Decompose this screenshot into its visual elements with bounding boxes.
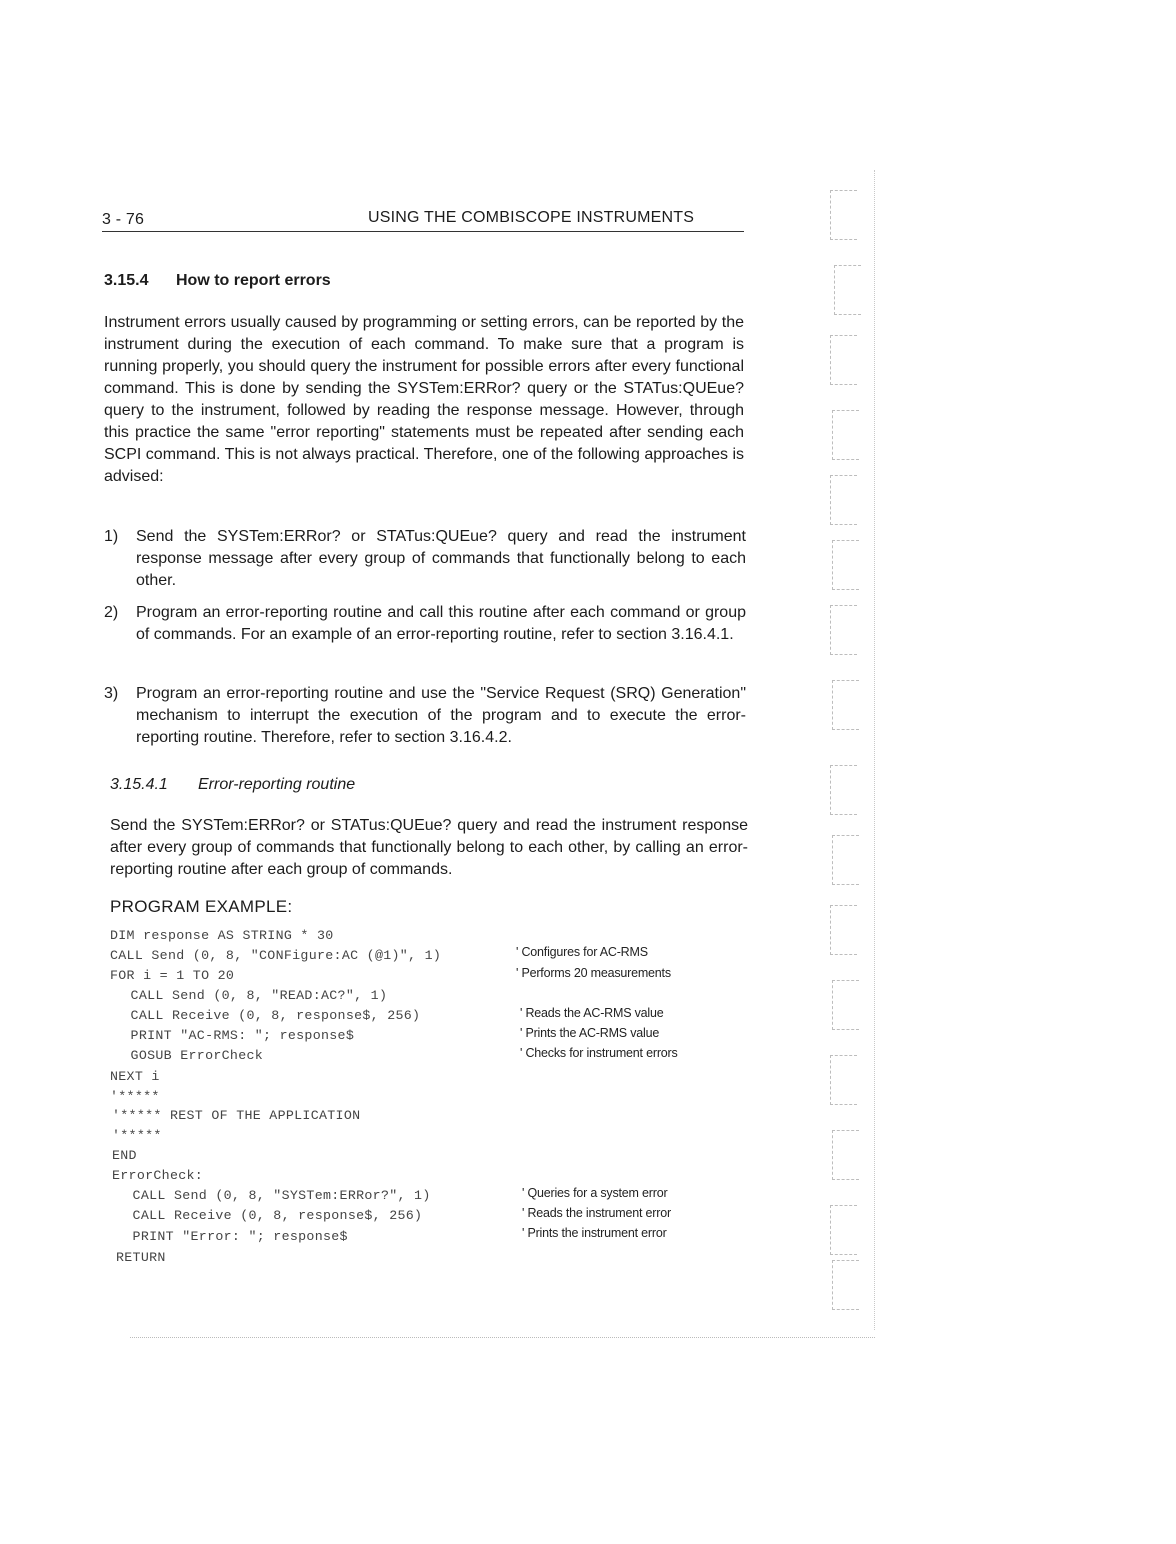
- code-line: RETURN: [116, 1250, 166, 1265]
- bottom-dotted-line: [130, 1337, 875, 1338]
- tab-mark: [830, 335, 857, 385]
- code-line: DIM response AS STRING * 30: [110, 928, 334, 943]
- program-example-label: PROGRAM EXAMPLE:: [110, 897, 293, 916]
- list-item-number: 2): [104, 604, 119, 621]
- tab-mark: [832, 1130, 859, 1180]
- tab-mark: [830, 905, 857, 955]
- tab-mark: [830, 190, 857, 240]
- list-item-text: Program an error-reporting routine and use the "Service Request (SRQ) Generation" mechanism to interrupt the execution of the program and to execute the error-reporting routine. Therefore, refer to section 3.16.4.2.: [136, 685, 746, 746]
- code-comment: ' Checks for instrument errors: [520, 1046, 678, 1060]
- list-item-text: Send the SYSTem:ERRor? or STATus:QUEue? query and read the instrument response message after every group of commands that functionally belong to each other.: [136, 528, 746, 589]
- intro-paragraph: Instrument errors usually caused by programming or setting errors, can be reported by the instrument during the execution of each command. To make sure that a program is running properly, you should query the instrument for possible errors after every functional command. This is done by sending the SYSTem:ERRor? query or the STATus:QUEue? query to the instrument, followed by reading the response message. However, through this practice the same "error reporting" statements must be repeated after sending each SCPI command. This is not always practical. Therefore, one of the following approaches is advised:: [104, 314, 744, 485]
- code-comment: ' Queries for a system error: [522, 1186, 668, 1200]
- section-number: 3.15.4: [104, 272, 149, 289]
- code-line: PRINT "AC-RMS: "; response$: [114, 1028, 355, 1043]
- list-item-text: Program an error-reporting routine and call this routine after each command or group of commands. For an example of an error-reporting routine, refer to section 3.16.4.1.: [136, 604, 746, 643]
- code-line: '***** REST OF THE APPLICATION: [112, 1108, 361, 1123]
- tab-mark: [830, 1205, 857, 1255]
- code-line: CALL Receive (0, 8, response$, 256): [116, 1208, 423, 1223]
- tab-mark: [832, 980, 859, 1030]
- code-line: CALL Send (0, 8, "SYSTem:ERRor?", 1): [116, 1188, 431, 1203]
- code-line: CALL Send (0, 8, "READ:AC?", 1): [114, 988, 388, 1003]
- code-line: CALL Send (0, 8, "CONFigure:AC (@1)", 1): [110, 948, 442, 963]
- code-line: END: [112, 1148, 137, 1163]
- tab-mark: [830, 475, 857, 525]
- section-title: How to report errors: [176, 272, 331, 289]
- code-comment: ' Performs 20 measurements: [516, 966, 671, 980]
- tab-mark: [830, 605, 857, 655]
- subsection-number: 3.15.4.1: [110, 776, 168, 793]
- subsection-title: Error-reporting routine: [198, 776, 356, 793]
- code-comment: ' Configures for AC-RMS: [516, 945, 648, 959]
- code-line: '*****: [112, 1128, 162, 1143]
- header-rule: [102, 231, 744, 232]
- code-comment: ' Reads the AC-RMS value: [520, 1006, 664, 1020]
- code-comment: ' Reads the instrument error: [522, 1206, 671, 1220]
- code-line: GOSUB ErrorCheck: [114, 1048, 264, 1063]
- tab-mark: [832, 540, 859, 590]
- running-title: USING THE COMBISCOPE INSTRUMENTS: [368, 209, 695, 226]
- tab-mark: [830, 765, 857, 815]
- code-line: CALL Receive (0, 8, response$, 256): [114, 1008, 421, 1023]
- tab-mark: [830, 1055, 857, 1105]
- code-line: FOR i = 1 TO 20: [110, 968, 235, 983]
- code-line: ErrorCheck:: [112, 1168, 204, 1183]
- section-heading: [104, 272, 331, 290]
- list-item-number: 1): [104, 528, 119, 545]
- code-comment: ' Prints the instrument error: [522, 1226, 667, 1240]
- code-line: NEXT i: [110, 1069, 160, 1084]
- page-edge-line: [874, 170, 875, 1330]
- tab-mark: [832, 835, 859, 885]
- page-number: 3 - 76: [102, 211, 145, 228]
- list-item-number: 3): [104, 685, 119, 702]
- code-line: '*****: [110, 1089, 160, 1104]
- tab-mark: [832, 410, 859, 460]
- code-comment: ' Prints the AC-RMS value: [520, 1026, 660, 1040]
- subsection-paragraph: Send the SYSTem:ERRor? or STATus:QUEue? query and read the instrument response after every group of commands that functionally belong to each other, by calling an error-reporting routine after each group of commands.: [110, 817, 748, 878]
- tab-mark: [834, 265, 861, 315]
- bleed-through-tab-marks: [810, 170, 890, 1340]
- tab-mark: [832, 680, 859, 730]
- subsection-heading: [110, 776, 355, 794]
- tab-mark: [832, 1260, 859, 1310]
- code-line: PRINT "Error: "; response$: [116, 1229, 348, 1244]
